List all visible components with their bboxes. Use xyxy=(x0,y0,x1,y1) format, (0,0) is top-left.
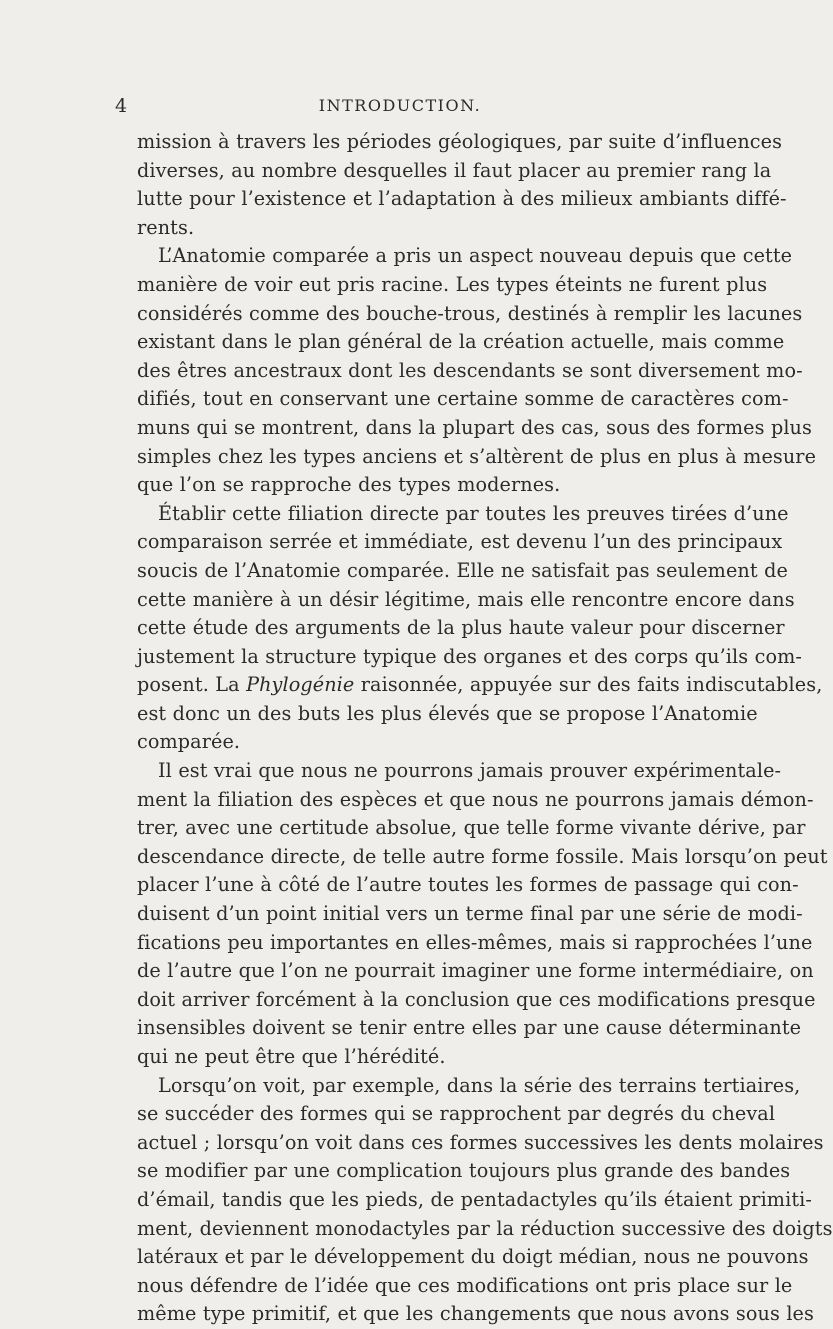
text-line: de l’autre que l’on ne pourrait imaginer une forme intermédiaire, on xyxy=(137,959,814,983)
text-line: justement la structure typique des organes et des corps qu’ils com- xyxy=(137,644,802,668)
text-line: des êtres ancestraux dont les descendants se sont diversement mo- xyxy=(137,358,803,382)
text-line: muns qui se montrent, dans la plupart des cas, sous des formes plus xyxy=(137,415,812,439)
text-line: actuel ; lorsqu’on voit dans ces formes successives les dents molaires xyxy=(137,1130,824,1154)
text-line: simples chez les types anciens et s’altèrent de plus en plus à mesure xyxy=(137,444,817,468)
text-line: descendance directe, de telle autre forme fossile. Mais lorsqu’on peut xyxy=(137,844,828,868)
text-fragment: raisonnée, appuyée sur des faits indiscutables, xyxy=(354,673,823,697)
text-line: comparée. xyxy=(137,730,241,754)
paragraph-4 xyxy=(137,757,828,1072)
text-line: L’Anatomie comparée a pris un aspect nouveau depuis que cette xyxy=(158,244,793,268)
text-line: rents. xyxy=(137,215,195,239)
text-line: fications peu importantes en elles-mêmes, mais si rapprochées l’une xyxy=(137,930,813,954)
text-line: Lorsqu’on voit, par exemple, dans la série des terrains tertiaires, xyxy=(158,1073,801,1097)
paragraph-3 xyxy=(137,500,823,757)
paragraph-1 xyxy=(137,128,787,242)
text-line: même type primitif, et que les changements que nous avons sous les xyxy=(137,1302,814,1326)
italic-term: Phylogénie xyxy=(246,673,355,697)
page-header xyxy=(0,92,800,120)
body-text xyxy=(137,128,833,1329)
text-line: d’émail, tandis que les pieds, de pentadactyles qu’ils étaient primiti- xyxy=(137,1187,812,1211)
paragraph-5 xyxy=(137,1072,833,1329)
text-line: cette manière à un désir légitime, mais elle rencontre encore dans xyxy=(137,587,795,611)
text-line: placer l’une à côté de l’autre toutes les formes de passage qui con- xyxy=(137,873,799,897)
text-line: diverses, au nombre desquelles il faut placer au premier rang la xyxy=(137,158,772,182)
text-line: duisent d’un point initial vers un terme final par une série de modi- xyxy=(137,902,803,926)
text-line: trer, avec une certitude absolue, que telle forme vivante dérive, par xyxy=(137,816,806,840)
text-line: se modifier par une complication toujours plus grande des bandes xyxy=(137,1159,791,1183)
text-line: lutte pour l’existence et l’adaptation à des milieux ambiants diffé- xyxy=(137,187,787,211)
text-line: existant dans le plan général de la création actuelle, mais comme xyxy=(137,330,785,354)
paragraph-2 xyxy=(137,242,817,499)
page-number: 4 xyxy=(115,95,128,117)
text-line: mission à travers les périodes géologiques, par suite d’influences xyxy=(137,130,783,153)
text-line: comparaison serrée et immédiate, est devenu l’un des principaux xyxy=(137,530,783,554)
text-line: doit arriver forcément à la conclusion que ces modifications presque xyxy=(137,987,816,1011)
text-line: Il est vrai que nous ne pourrons jamais prouver expérimentale- xyxy=(158,759,782,783)
text-line: soucis de l’Anatomie comparée. Elle ne satisfait pas seulement de xyxy=(137,558,788,582)
text-line: nous défendre de l’idée que ces modifications ont pris place sur le xyxy=(137,1273,793,1297)
text-line: cette étude des arguments de la plus haute valeur pour discerner xyxy=(137,616,785,640)
text-line: ment la filiation des espèces et que nous ne pourrons jamais démon- xyxy=(137,787,814,811)
text-line: considérés comme des bouche-trous, destinés à remplir les lacunes xyxy=(137,301,803,325)
text-line-with-italic xyxy=(137,671,823,700)
text-line: qui ne peut être que l’hérédité. xyxy=(137,1045,446,1068)
text-line: ment, deviennent monodactyles par la réduction successive des doigts xyxy=(137,1216,833,1240)
text-line: est donc un des buts les plus élevés que se propose l’Anatomie xyxy=(137,701,758,725)
text-line: se succéder des formes qui se rapprochent par degrés du cheval xyxy=(137,1102,776,1126)
text-line: insensibles doivent se tenir entre elles par une cause déterminante xyxy=(137,1016,802,1040)
text-fragment: posent. La xyxy=(137,673,247,697)
text-line: que l’on se rapproche des types modernes. xyxy=(137,473,561,497)
text-line: Établir cette filiation directe par toutes les preuves tirées d’une xyxy=(158,501,789,525)
text-line: difiés, tout en conservant une certaine somme de caractères com- xyxy=(137,387,789,411)
text-line: manière de voir eut pris racine. Les types éteints ne furent plus xyxy=(137,272,768,296)
text-line: latéraux et par le développement du doigt médian, nous ne pouvons xyxy=(137,1245,809,1269)
running-head: INTRODUCTION. xyxy=(318,96,482,115)
